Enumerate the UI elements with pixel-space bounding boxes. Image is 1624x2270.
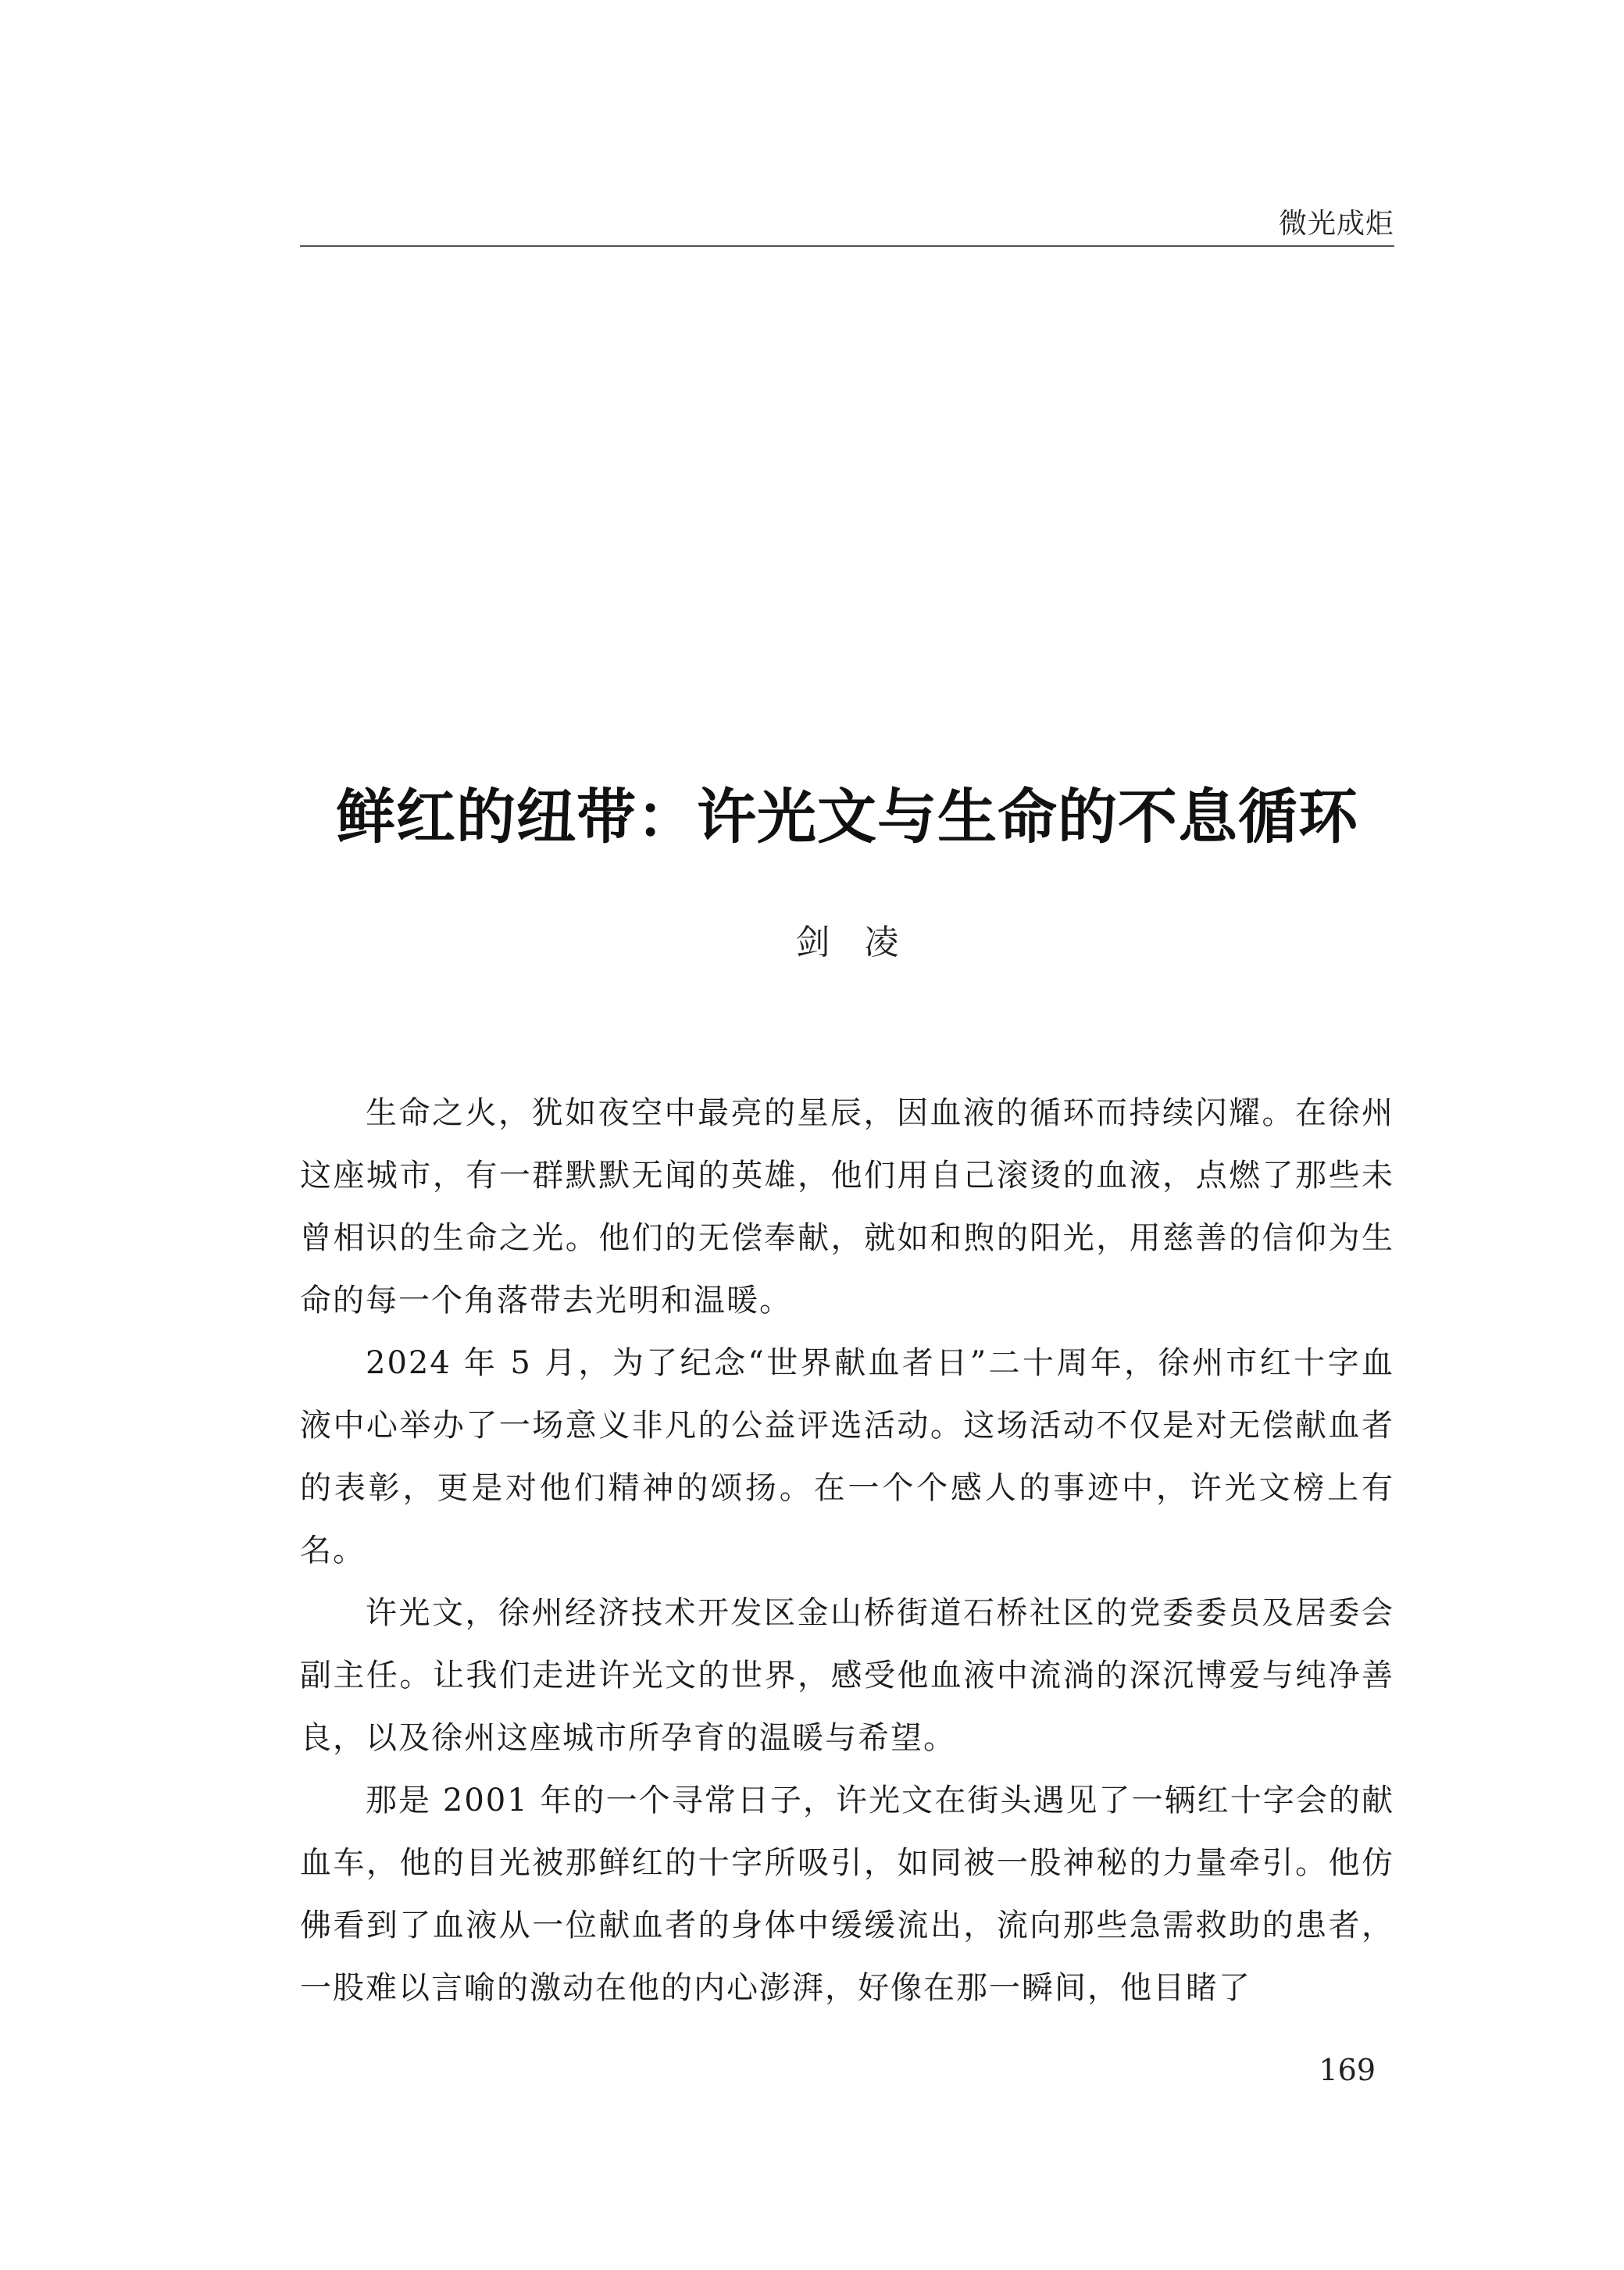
body-paragraph: 许光文，徐州经济技术开发区金山桥街道石桥社区的党委委员及居委会副主任。让我们走进许光文的世界，感受他血液中流淌的深沉博爱与纯净善良，以及徐州这座城市所孕育的温暖与希望。 <box>300 1595 1394 1756</box>
body-paragraph: 生命之火，犹如夜空中最亮的星辰，因血液的循环而持续闪耀。在徐州这座城市，有一群默默无闻的英雄，他们用自己滚烫的血液，点燃了那些未曾相识的生命之光。他们的无偿奉献，就如和煦的阳光，用慈善的信仰为生命的每一个角落带去光明和温暖。 <box>300 1095 1394 1319</box>
page-number: 169 <box>1319 2053 1376 2087</box>
body-paragraph: 那是 2001 年的一个寻常日子，许光文在街头遇见了一辆红十字会的献血车，他的目光被那鲜红的十字所吸引，如同被一股神秘的力量牵引。他仿佛看到了血液从一位献血者的身体中缓缓流出，流向那些急需救助的患者，一股难以言喻的激动在他的内心澎湃，好像在那一瞬间，他目睹了 <box>300 1783 1394 2006</box>
article-author: 剑凌 <box>795 923 933 962</box>
article-title: 鲜红的纽带：许光文与生命的不息循环 <box>336 782 1358 851</box>
body-paragraph: 2024 年 5 月，为了纪念“世界献血者日”二十周年，徐州市红十字血液中心举办了一场意义非凡的公益评选活动。这场活动不仅是对无偿献血者的表彰，更是对他们精神的颂扬。在一个个感人的事迹中，许光文榜上有名。 <box>300 1345 1394 1569</box>
section-header-label: 微光成炬 <box>1278 208 1394 240</box>
header-divider <box>300 245 1394 247</box>
article-body <box>300 1082 1394 2019</box>
